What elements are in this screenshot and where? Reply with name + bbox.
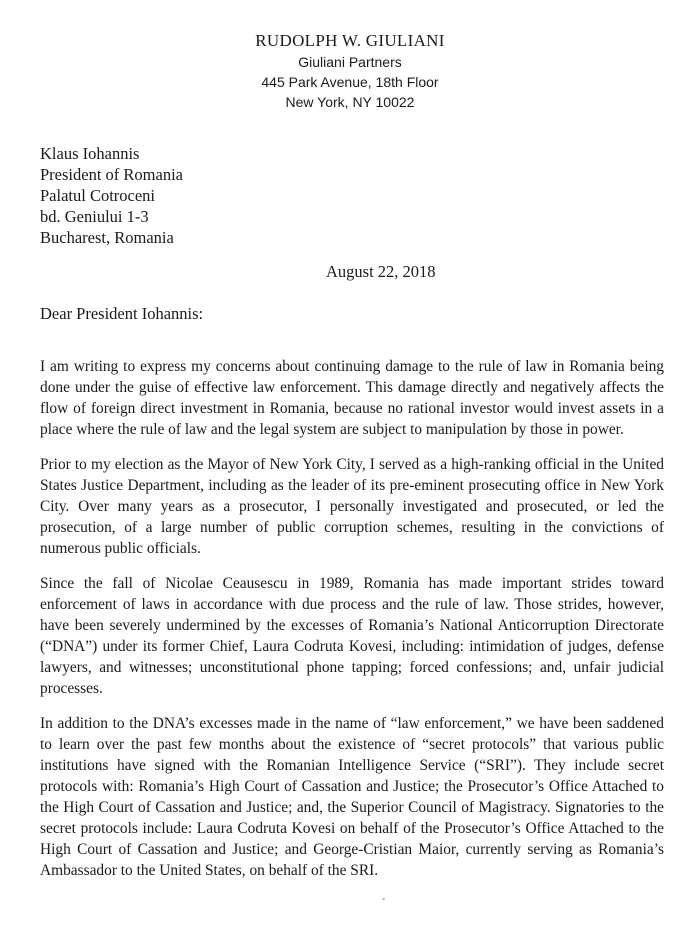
sender-city: New York, NY 10022 [285, 94, 415, 110]
letterhead [0, 30, 700, 112]
body-paragraph: I am writing to express my concerns about continuing damage to the rule of law in Romania being done under the guise of effective law enforcement. This damage directly and negatively affects the flow of foreign direct investment in Romania, because no rational investor would invest assets in a place where the rule of law and the legal system are subject to manipulation by those in power. [40, 358, 664, 438]
recipient-street: bd. Geniului 1-3 [40, 207, 149, 226]
salutation: Dear President Iohannis: [40, 304, 204, 323]
scan-speck [382, 898, 385, 900]
recipient-building: Palatul Cotroceni [40, 186, 156, 205]
recipient-city: Bucharest, Romania [40, 228, 174, 247]
sender-name: RUDOLPH W. GIULIANI [255, 31, 445, 50]
letter-body [40, 356, 664, 895]
sender-street: 445 Park Avenue, 18th Floor [261, 74, 439, 90]
recipient-title: President of Romania [40, 165, 183, 184]
recipient-name: Klaus Iohannis [40, 144, 140, 163]
recipient-address [40, 143, 183, 248]
body-paragraph: In addition to the DNA’s excesses made in the name of “law enforcement,” we have been saddened to learn over the past few months about the existence of “secret protocols” that various public institutions have signed with the Romanian Intelligence Service (“SRI”). They include secret protocols with: Romania’s High Court of Cassation and Justice; the Prosecutor’s Office Attached to the High Court of Cassation and Justice; and, the Superior Council of Magistracy. Signatories to the secret protocols include: Laura Codruta Kovesi on behalf of the Prosecutor’s Office Attached to the High Court of Cassation and Justice; and George-Cristian Maior, currently serving as Romania’s Ambassador to the United States, on behalf of the SRI. [40, 715, 664, 879]
body-paragraph: Since the fall of Nicolae Ceausescu in 1989, Romania has made important strides toward enforcement of laws in accordance with due process and the rule of law. Those strides, however, have been severely undermined by the excesses of Romania’s National Anticorruption Directorate (“DNA”) under its former Chief, Laura Codruta Kovesi, including: intimidation of judges, defense lawyers, and witnesses; unconstitutional phone tapping; forced confessions; and, unfair judicial processes. [40, 575, 664, 697]
sender-firm: Giuliani Partners [298, 54, 402, 70]
letter-date: August 22, 2018 [326, 262, 436, 281]
body-paragraph: Prior to my election as the Mayor of New York City, I served as a high-ranking official in the United States Justice Department, including as the leader of its pre-eminent prosecuting office in New York City. Over many years as a prosecutor, I personally investigated and prosecuted, or led the prosecution, of a large number of public corruption schemes, resulting in the convictions of numerous public officials. [40, 456, 664, 557]
